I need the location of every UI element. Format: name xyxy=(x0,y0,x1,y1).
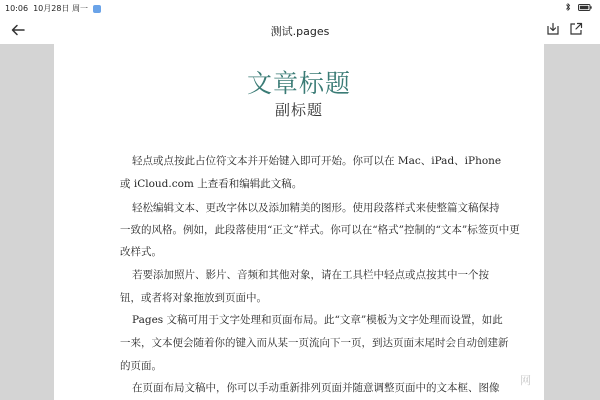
paragraph-line[interactable]: Pages 文稿可用于文字处理和页面布局。此“文章”模板为文字处理而设置，如此 xyxy=(132,314,503,326)
bluetooth-icon xyxy=(564,3,572,11)
paragraph-line[interactable]: 的页面。 xyxy=(120,360,162,372)
share-icon[interactable] xyxy=(569,22,583,36)
watermark-text: 网 xyxy=(520,374,531,387)
article-title[interactable]: 文章标题 xyxy=(246,69,351,98)
paragraph-line[interactable]: 一致的风格。例如，此段落使用“正文”样式。你可以在“格式”控制的“文本”标签页中更 xyxy=(120,224,520,236)
status-time: 10:06 xyxy=(5,4,29,13)
battery-icon xyxy=(578,4,592,11)
paragraph-line[interactable]: 或 iCloud.com 上查看和编辑此文稿。 xyxy=(120,178,303,190)
paragraph-line[interactable]: 钮，或者将对象拖放到页面中。 xyxy=(120,292,267,304)
document-canvas[interactable] xyxy=(0,44,600,400)
paragraph-line[interactable]: 改样式。 xyxy=(120,246,162,258)
status-date: 10月28日 周一 xyxy=(33,4,88,13)
notification-icon xyxy=(93,5,101,13)
paragraph-line[interactable]: 若要添加照片、影片、音频和其他对象，请在工具栏中轻点或点按其中一个按 xyxy=(132,269,489,281)
paragraph-line[interactable]: 轻松编辑文本、更改字体以及添加精美的图形。使用段落样式来使整篇文稿保持 xyxy=(132,202,500,214)
status-bar xyxy=(0,0,600,16)
article-subtitle[interactable]: 副标题 xyxy=(274,101,323,119)
paragraph-line[interactable]: 一来，文本便会随着你的键入而从某一页流向下一页，到达页面末尾时会自动创建新 xyxy=(120,337,509,349)
paragraph-line[interactable]: 在页面布局文稿中，你可以手动重新排列页面并随意调整页面中的文本框、图像 xyxy=(132,382,500,394)
toolbar xyxy=(0,16,600,44)
download-icon[interactable] xyxy=(546,22,560,36)
document-page[interactable] xyxy=(54,44,544,400)
paragraph-line[interactable]: 轻点或点按此占位符文本并开始键入即可开始。你可以在 Mac、iPad、iPhone xyxy=(132,155,502,167)
document-title: 测试.pages xyxy=(270,25,330,38)
